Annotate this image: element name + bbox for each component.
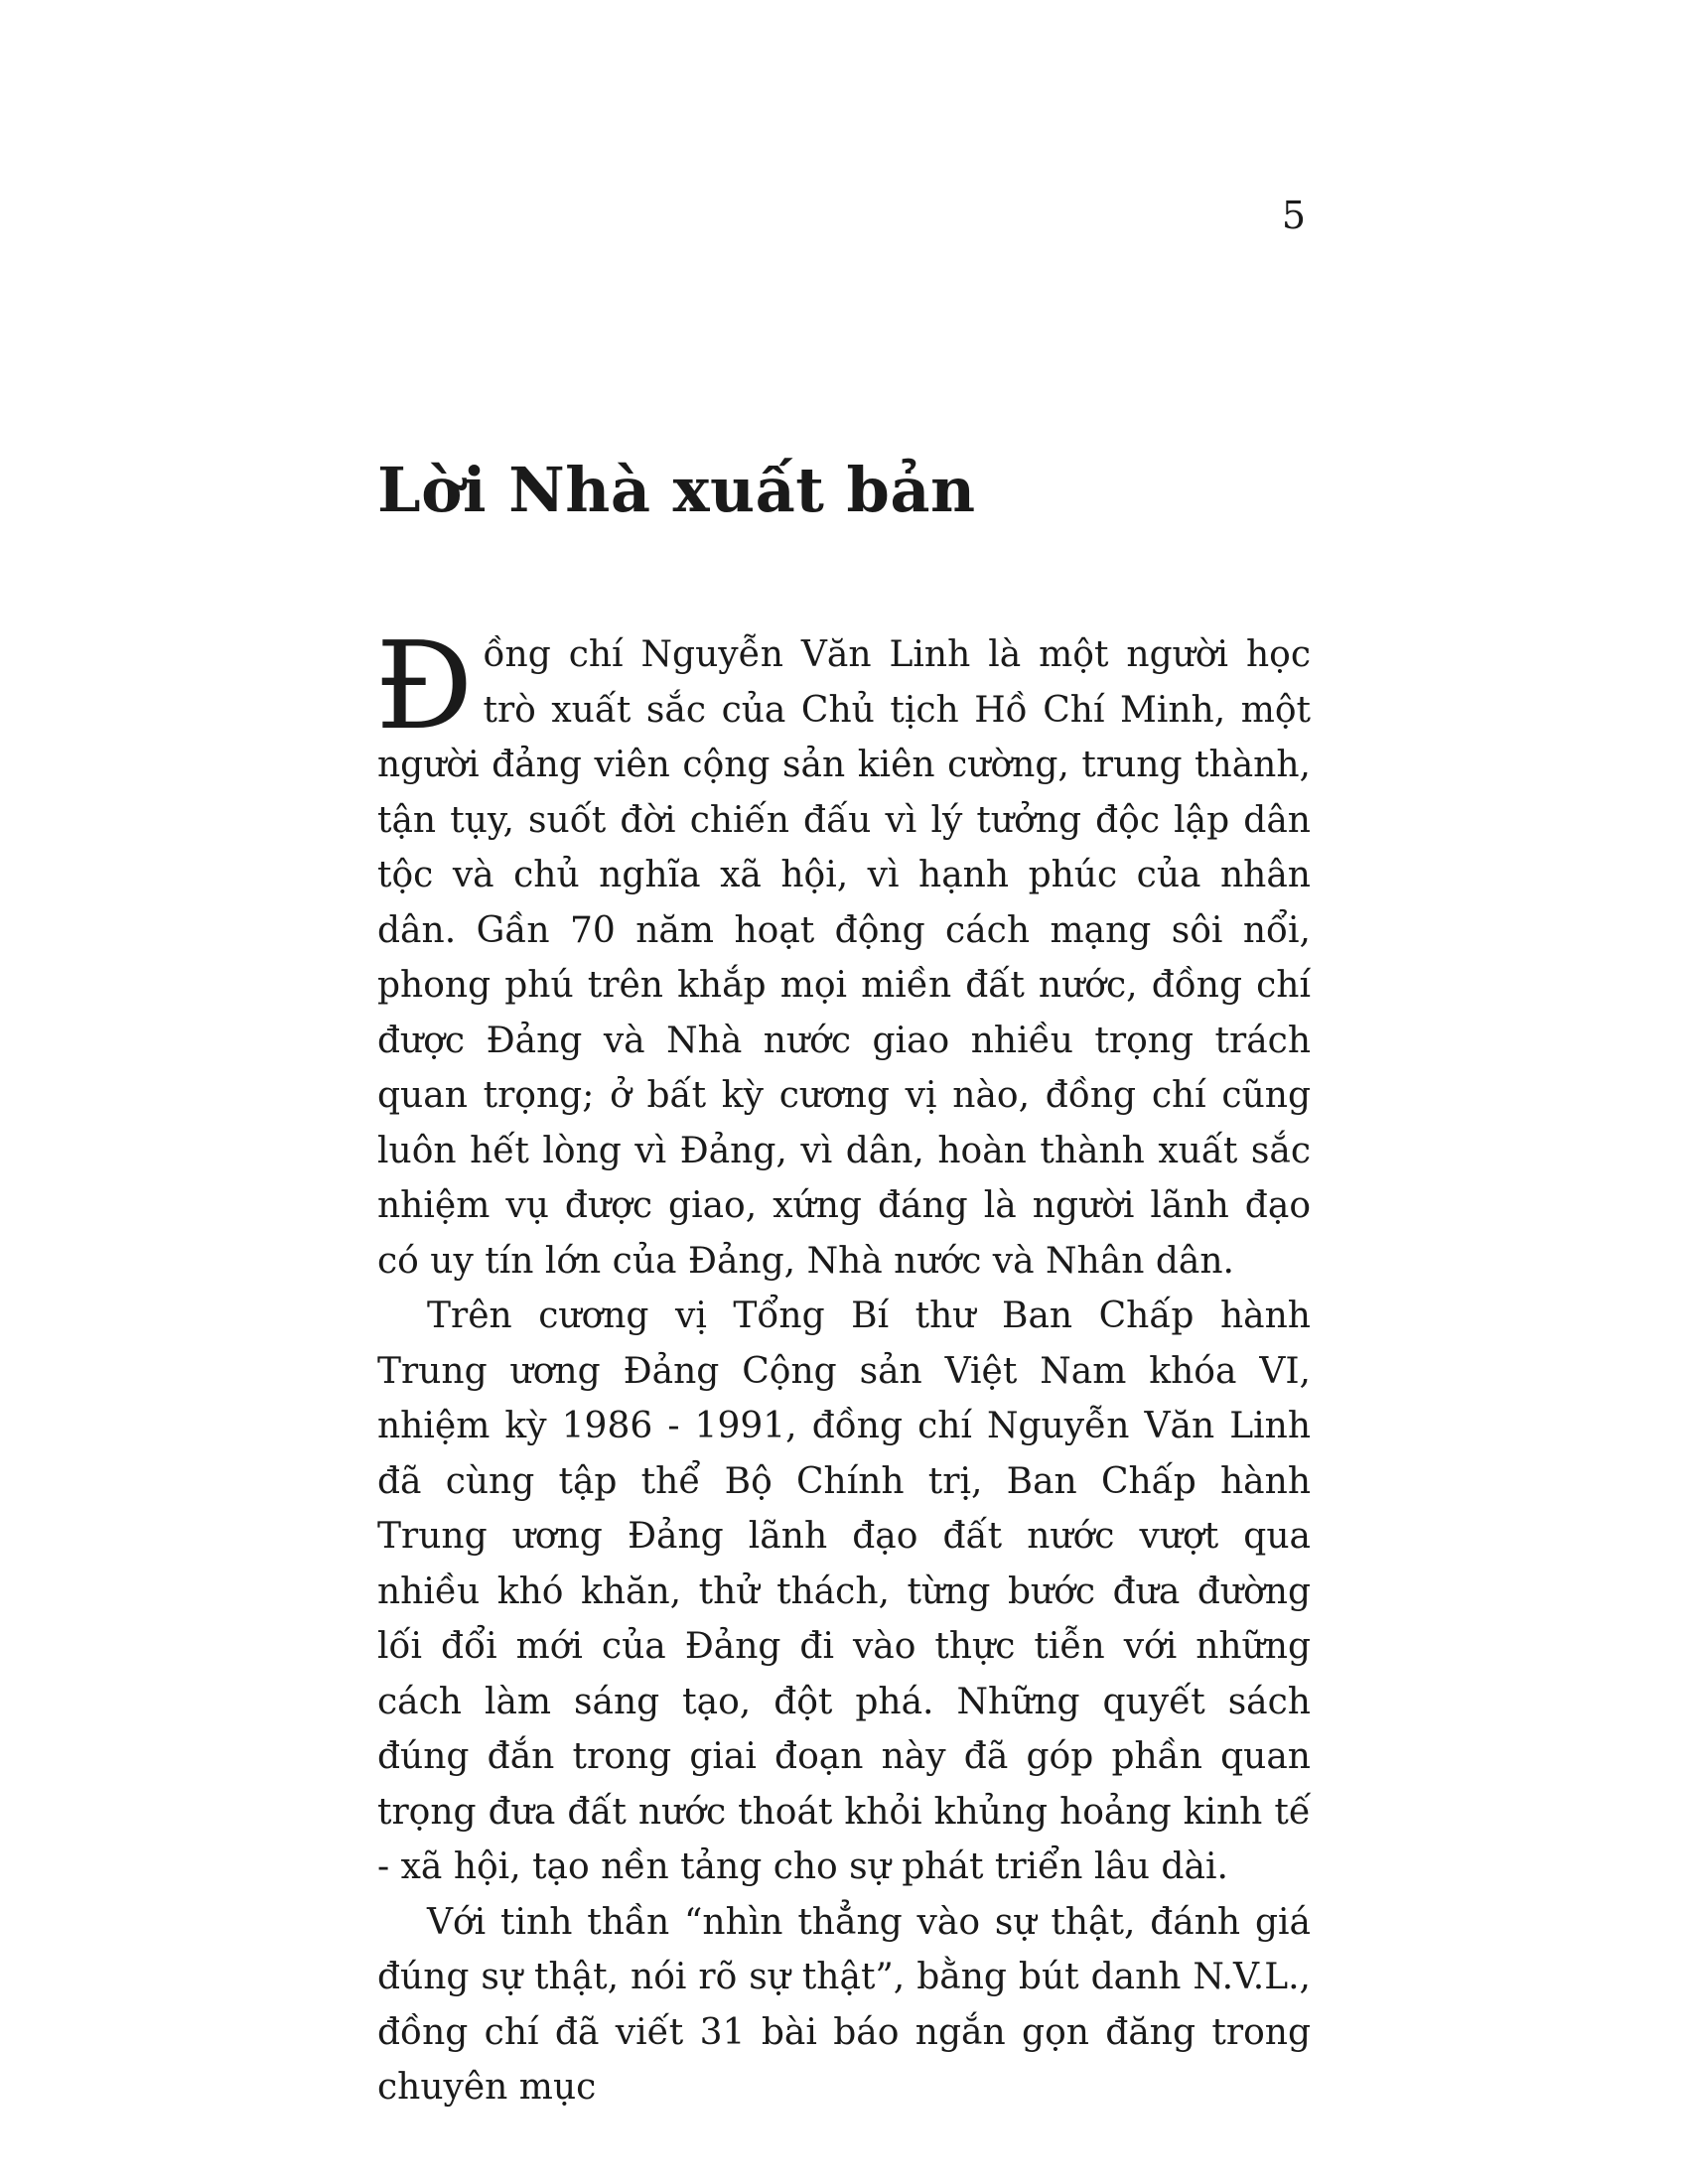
paragraph-3: Với tinh thần “nhìn thẳng vào sự thật, đánh giá đúng sự thật, nói rõ sự thật”, bằng bút danh N.V.L., đồng chí đã viết 31 bài báo ngắn gọn đăng trong chuyên mục — [377, 1901, 1311, 2108]
page-number: 5 — [1281, 194, 1306, 237]
paragraph-1 — [375, 615, 1311, 1289]
paragraph-1-text: ồng chí Nguyễn Văn Linh là một người học trò xuất sắc của Chủ tịch Hồ Chí Minh, một người đảng viên cộng sản kiên cường, trung thành, tận tụy, suốt đời chiến đấu vì lý tưởng độc lập dân tộc và chủ nghĩa xã hội, vì hạnh phúc của nhân dân. Gần 70 năm hoạt động cách mạng sôi nổi, phong phú trên khắp mọi miền đất nước, đồng chí được Đảng và Nhà nước giao nhiều trọng trách quan trọng; ở bất kỳ cương vị nào, đồng chí cũng luôn hết lòng vì Đảng, vì dân, hoàn thành xuất sắc nhiệm vụ được giao, xứng đáng là người lãnh đạo có uy tín lớn của Đảng, Nhà nước và Nhân dân. — [377, 634, 1311, 1282]
body-text — [375, 615, 1311, 2116]
page-title: Lời Nhà xuất bản — [377, 454, 976, 526]
paragraph-2: Trên cương vị Tổng Bí thư Ban Chấp hành Trung ương Đảng Cộng sản Việt Nam khóa VI, nhiệm kỳ 1986 - 1991, đồng chí Nguyễn Văn Linh đã cùng tập thể Bộ Chính trị, Ban Chấp hành Trung ương Đảng lãnh đạo đất nước vượt qua nhiều khó khăn, thử thách, từng bước đưa đường lối đổi mới của Đảng đi vào thực tiễn với những cách làm sáng tạo, đột phá. Những quyết sách đúng đắn trong giai đoạn này đã góp phần quan trọng đưa đất nước thoát khỏi khủng hoảng kinh tế - xã hội, tạo nền tảng cho sự phát triển lâu dài. — [377, 1296, 1311, 1887]
drop-cap: Đ — [375, 615, 474, 756]
